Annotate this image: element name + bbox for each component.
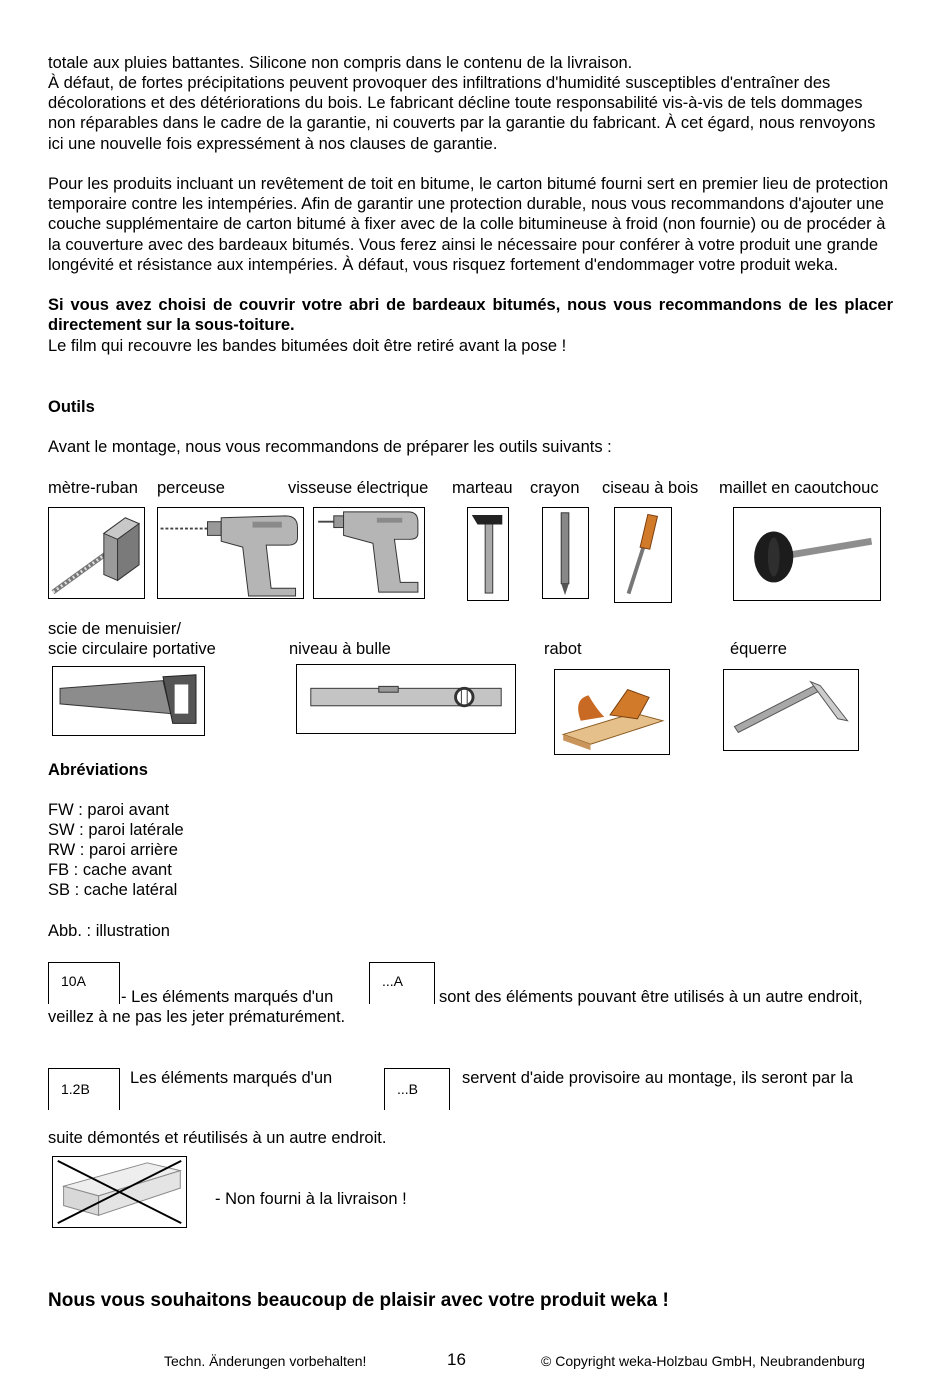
intro-paragraph-1: À défaut, de fortes précipitations peuvent provoquer des infiltrations d'humidité susceptibles d'entraîner des décolorations et des détériorations du bois. Le fabricant décline toute responsabilité vis-à-vis de tels dommages non réparables dans le cadre de la garantie, ni couverts par la garantie du fabricant. À cet égard, nous renvoyons ici une nouvelle fois expressément à nos clauses de garantie. (48, 74, 876, 153)
marker-tag-12b: 1.2B (48, 1068, 120, 1110)
marker-text-2b: servent d'aide provisoire au montage, ils seront par la (462, 1069, 854, 1087)
tools-heading: Outils (48, 398, 95, 416)
pencil-image (542, 507, 589, 599)
wood-chisel-image (614, 507, 672, 603)
marker-text-1b: sont des éléments pouvant être utilisés à un autre endroit, (439, 988, 863, 1006)
square-image (723, 669, 859, 751)
rubber-mallet-image (733, 507, 881, 601)
tool-label-plane: rabot (544, 640, 582, 658)
tool-label-chisel: ciseau à bois (602, 479, 699, 497)
not-supplied-text: - Non fourni à la livraison ! (215, 1190, 407, 1208)
abbreviation-sb: SB : cache latéral (48, 881, 178, 899)
intro-line-1: totale aux pluies battantes. Silicone non compris dans le contenu de la livraison. (48, 54, 633, 72)
footer-copyright: © Copyright weka-Holzbau GmbH, Neubrandenburg (541, 1353, 865, 1369)
spirit-level-image (296, 664, 516, 734)
closing-message: Nous vous souhaitons beaucoup de plaisir avec votre produit weka ! (48, 1290, 669, 1311)
tool-label-square: équerre (730, 640, 787, 658)
footer-changes-note: Techn. Änderungen vorbehalten! (164, 1353, 367, 1369)
abbreviation-rw: RW : paroi arrière (48, 841, 178, 859)
tool-label-drill: perceuse (157, 479, 225, 497)
abbreviation-fw: FW : paroi avant (48, 801, 170, 819)
abbreviations-heading: Abréviations (48, 761, 148, 779)
page-number: 16 (447, 1350, 466, 1369)
abbreviation-sw: SW : paroi latérale (48, 821, 184, 839)
shingles-recommendation: Si vous avez choisi de couvrir votre abri de bardeaux bitumés, nous vous recommandons de les placer directement sur la sous-toiture. (48, 296, 893, 335)
marker-tag-b: ...B (384, 1068, 450, 1110)
marker-text-1a: - Les éléments marqués d'un (121, 988, 334, 1006)
electric-screwdriver-image (313, 507, 425, 599)
saw-image (52, 666, 205, 736)
tool-label-saw-line2: scie circulaire portative (48, 640, 216, 658)
tool-label-hammer: marteau (452, 479, 513, 497)
marker-text-1c: veillez à ne pas les jeter prématurément. (48, 1008, 346, 1026)
plane-image (554, 669, 670, 755)
marker-tag-a: ...A (369, 962, 435, 1004)
tool-label-pencil: crayon (530, 479, 580, 497)
tool-label-mallet: maillet en caoutchouc (719, 479, 879, 497)
tools-intro: Avant le montage, nous vous recommandons de préparer les outils suivants : (48, 438, 612, 456)
tape-measure-image (48, 507, 145, 599)
hammer-image (467, 507, 509, 601)
not-supplied-image (52, 1156, 187, 1228)
tool-label-tape-measure: mètre-ruban (48, 479, 138, 497)
tool-label-saw-line1: scie de menuisier/ (48, 620, 181, 638)
abbreviation-fb: FB : cache avant (48, 861, 172, 879)
tool-label-spirit-level: niveau à bulle (289, 640, 391, 658)
film-removal-note: Le film qui recouvre les bandes bitumées doit être retiré avant la pose ! (48, 337, 567, 355)
marker-text-2a: Les éléments marqués d'un (130, 1069, 333, 1087)
abbreviation-abb: Abb. : illustration (48, 922, 170, 940)
tool-label-screwdriver: visseuse électrique (288, 479, 429, 497)
marker-tag-10a: 10A (48, 962, 120, 1004)
marker-text-2c: suite démontés et réutilisés à un autre endroit. (48, 1129, 387, 1147)
drill-image (157, 507, 304, 599)
intro-paragraph-2: Pour les produits incluant un revêtement de toit en bitume, le carton bitumé fourni sert en premier lieu de protection temporaire contre les intempéries. Afin de garantir une protection durable, nous vous recommandons d'ajouter une couche supplémentaire de carton bitumé à fixer avec de la colle bitumineuse à froid (non fournie) ou de procéder à la couverture avec des bardeaux bitumés. Vous ferez ainsi le nécessaire pour conférer à votre produit une grande longévité et résistance aux intempéries. À défaut, vous risquez fortement d'endommager votre produit weka. (48, 175, 889, 274)
